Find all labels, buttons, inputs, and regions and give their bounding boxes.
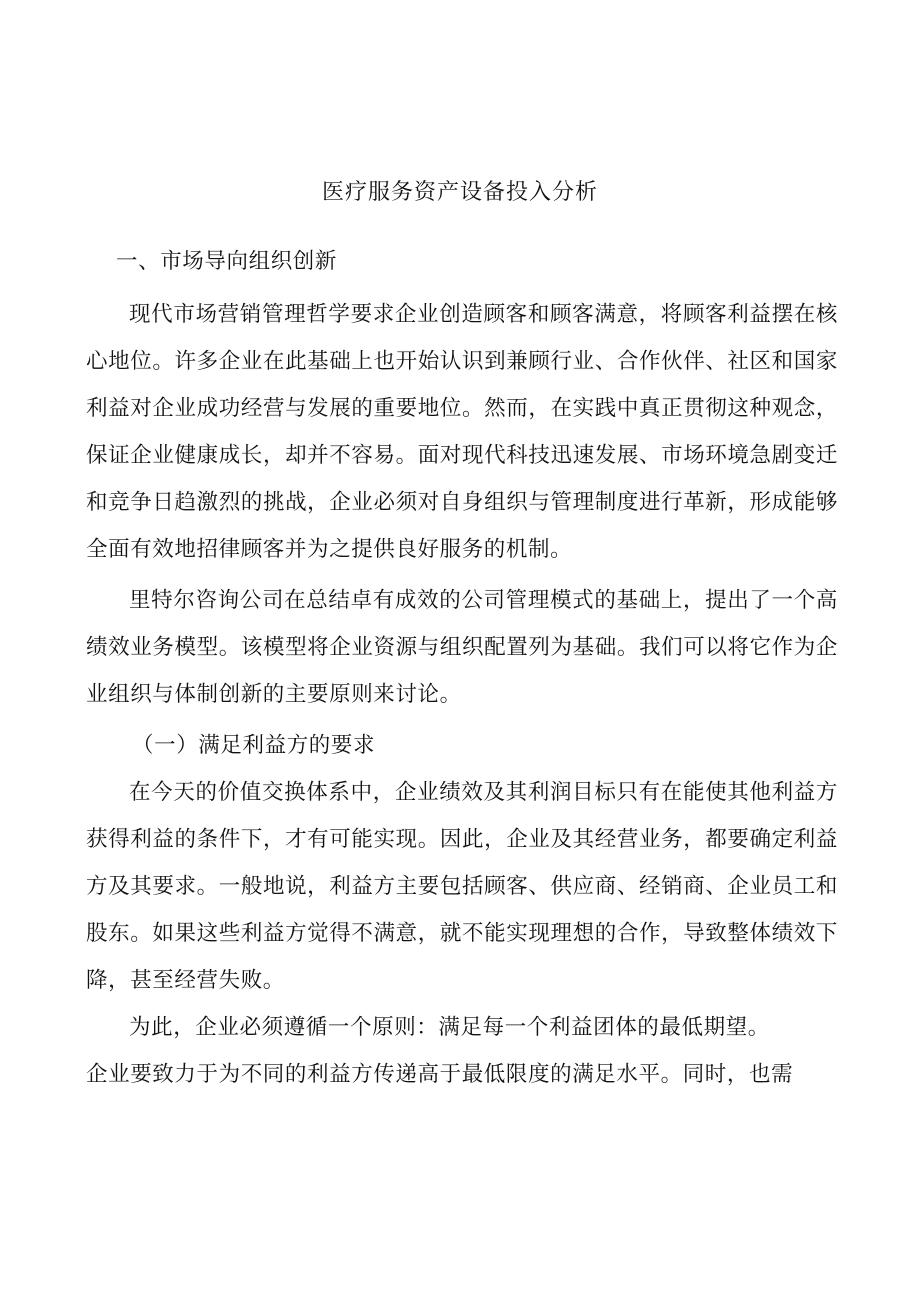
subsection-heading: （一）满足利益方的要求 bbox=[132, 733, 376, 758]
document-title: 医疗服务资产设备投入分析 bbox=[321, 180, 598, 205]
paragraph: 里特尔咨询公司在总结卓有成效的公司管理模式的基础上，提出了一个高绩效业务模型。该模型将企业资源与组织配置列为基础。我们可以将它作为企业组织与体制创新的主要原则来讨论。 bbox=[86, 588, 838, 707]
section-heading: 一、市场导向组织创新 bbox=[116, 249, 338, 274]
paragraph: 在今天的价值交换体系中，企业绩效及其利润目标只有在能使其他利益方获得利益的条件下，才有可能实现。因此，企业及其经营业务，都要确定利益方及其要求。一般地说，利益方主要包括顾客、供应商、经销商、企业员工和股东。如果这些利益方觉得不满意，就不能实现理想的合作，导致整体绩效下降，甚至经营失败。 bbox=[86, 780, 838, 993]
document-body bbox=[86, 238, 838, 1098]
paragraph: 企业要致力于为不同的利益方传递高于最低限度的满足水平。同时，也需 bbox=[86, 1062, 794, 1087]
paragraph: 现代市场营销管理哲学要求企业创造顾客和顾客满意，将顾客利益摆在核心地位。许多企业在此基础上也开始认识到兼顾行业、合作伙伴、社区和国家利益对企业成功经营与发展的重要地位。然而，在实践中真正贯彻这种观念，保证企业健康成长，却并不容易。面对现代科技迅速发展、市场环境急剧变迁和竞争日趋激烈的挑战，企业必须对自身组织与管理制度进行革新，形成能够全面有效地招律顾客并为之提供良好服务的机制。 bbox=[86, 302, 838, 562]
paragraph: 为此，企业必须遵循一个原则：满足每一个利益团体的最低期望。 bbox=[129, 1015, 770, 1040]
